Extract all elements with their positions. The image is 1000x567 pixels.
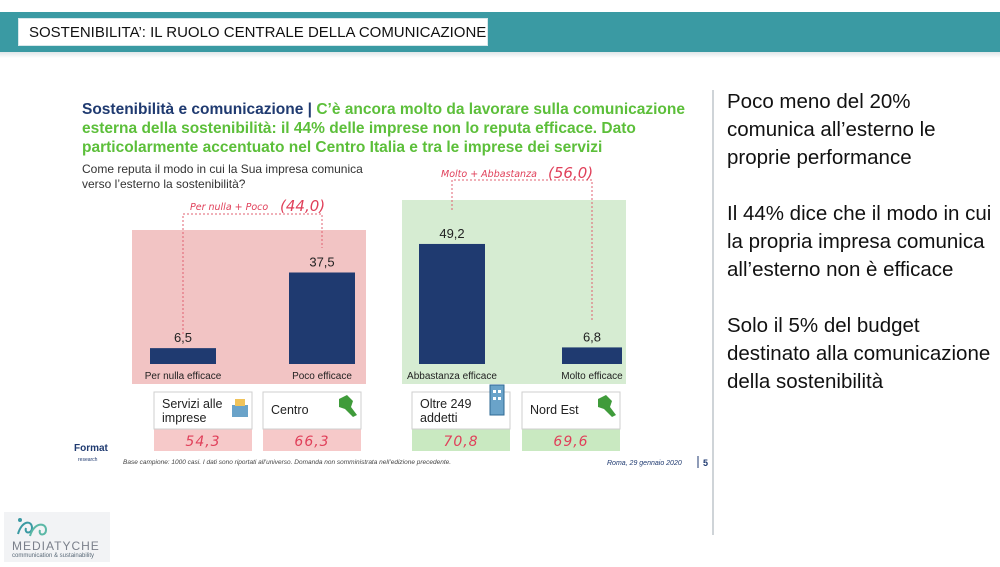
segment-value: 70,8 (443, 434, 479, 450)
segment-label: Nord Est (530, 403, 579, 417)
bar-value-label: 6,5 (173, 330, 193, 346)
footnote: Base campione: 1000 casi. I dati sono riportati all’universo. Domanda non somministrata nell’edizione precedente. (123, 459, 452, 466)
bar-value-label: 49,2 (439, 225, 465, 241)
group-total-negative: (44,0) (280, 197, 326, 215)
slide-title: Sostenibilità e comunicazione | C’è ancora molto da lavorare sulla comunicazione esterna della sostenibilità: il 44% delle imprese non lo reputa efficace. Dato particolarmente accentuato nel Centro Italia e tra le imprese dei servizi (82, 101, 685, 156)
bar-value-label: 6,8 (582, 329, 602, 345)
segment-value: 54,3 (185, 434, 221, 450)
category-label: Per nulla efficace (144, 371, 222, 382)
group-label-positive: Molto + Abbastanza (441, 169, 537, 180)
embedded-slide (70, 96, 715, 474)
category-label: Abbastanza efficace (407, 371, 497, 382)
segment-value: 66,3 (294, 434, 330, 450)
page-number: 5 (703, 458, 709, 468)
side-notes (727, 88, 992, 424)
segment-label: Centro (271, 403, 309, 417)
category-label: Molto efficace (561, 371, 623, 382)
group-total-positive: (56,0) (548, 164, 594, 182)
group-label-negative: Per nulla + Poco (190, 202, 269, 213)
brand-logo: Format (74, 443, 108, 454)
logo-wordmark: MEDIATYCHE (12, 539, 100, 553)
vertical-divider (712, 90, 714, 535)
segment-label: Servizi alle imprese (162, 397, 223, 425)
header-shadow (0, 52, 1000, 58)
logo-tagline: communication & sustainability (12, 553, 95, 559)
segment-value: 69,6 (553, 434, 589, 450)
segment-label: Oltre 249 addetti (420, 397, 472, 425)
side-note-3: Solo il 5% del budget destinato alla comunicazione della sostenibilità (727, 314, 991, 393)
side-note-1: Poco meno del 20% comunica all’esterno le proprie performance (727, 90, 936, 169)
slide-date: Roma, 29 gennaio 2020 (607, 460, 682, 467)
survey-question: Come reputa il modo in cui la Sua impresa comunica verso l’esterno la sostenibilità? (82, 162, 363, 191)
category-label: Poco efficace (292, 371, 352, 382)
brand-sub: research (78, 457, 98, 463)
bar-2 (289, 273, 355, 365)
company-logo (4, 512, 110, 562)
bar-3 (419, 244, 485, 364)
side-note-2: Il 44% dice che il modo in cui la propria impresa comunica all’esterno non è efficace (727, 202, 992, 281)
building-icon (490, 385, 504, 415)
bar-1 (150, 348, 216, 364)
wave-logo-icon (14, 514, 54, 542)
bar-4 (562, 347, 622, 364)
bar-value-label: 37,5 (309, 254, 335, 270)
page-title: SOSTENIBILITA’: IL RUOLO CENTRALE DELLA COMUNICAZIONE (18, 18, 488, 46)
